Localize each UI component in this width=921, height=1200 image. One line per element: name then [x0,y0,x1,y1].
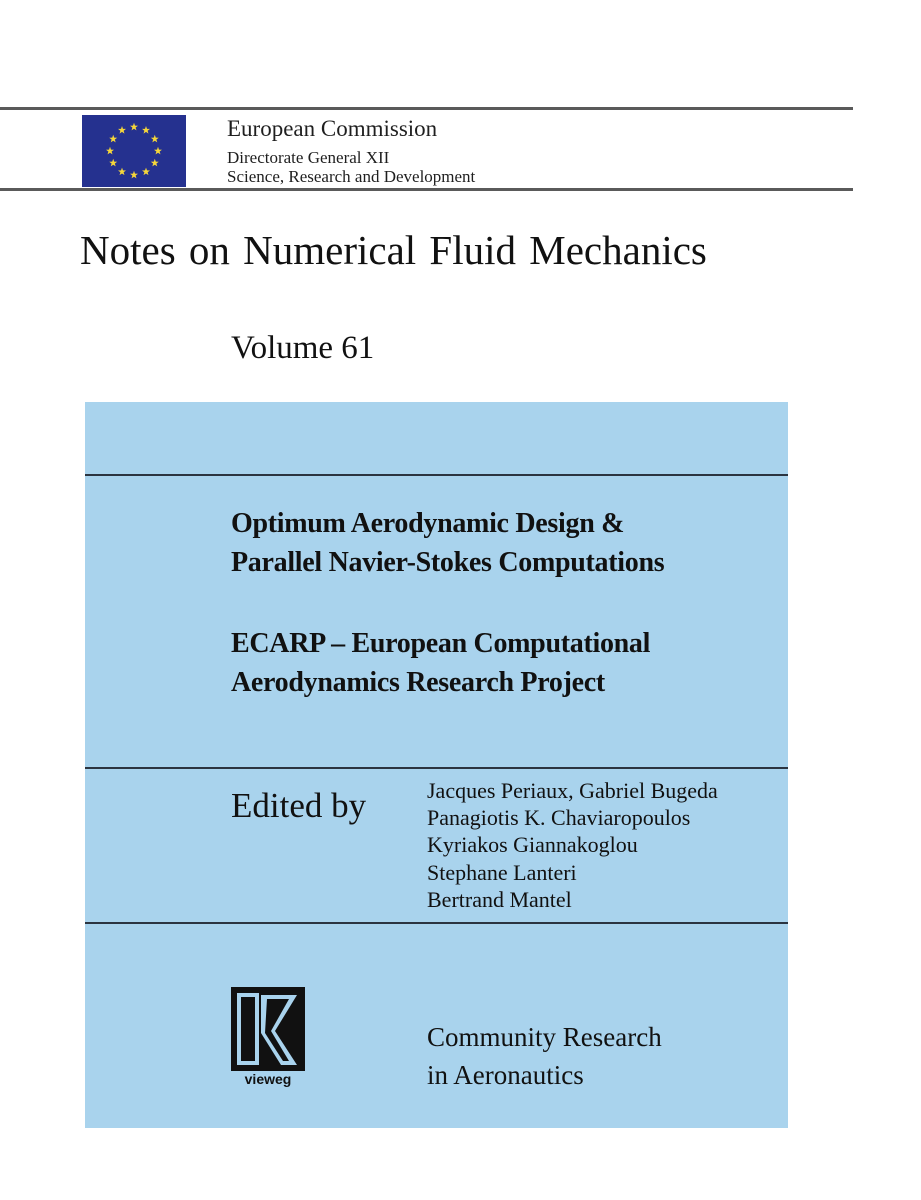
series-title: Notes on Numerical Fluid Mechanics [80,227,707,273]
book-subtitle-line: Aerodynamics Research Project [231,667,605,698]
flag-star-icon [154,147,162,155]
editor-name: Jacques Periaux, Gabriel Bugeda [427,778,718,803]
directorate-name: Directorate General XII [227,148,390,167]
edited-by-label: Edited by [231,786,367,825]
book-title-line: Parallel Navier-Stokes Computations [231,547,665,578]
editor-name: Bertrand Mantel [427,887,572,912]
flag-star-icon [142,126,150,134]
volume-number: Volume 61 [231,330,375,366]
flag-star-icon [109,135,117,143]
vieweg-logo-text: vieweg [244,1071,292,1087]
vieweg-logo-icon [231,987,307,1087]
cover-panel [85,402,788,1128]
flag-star-icon [151,159,159,167]
book-subtitle-line: ECARP – European Computational [231,628,651,659]
eu-flag-icon [82,115,186,187]
top-rule [0,107,853,110]
flag-star-icon [118,168,126,176]
panel-rule [85,922,788,924]
flag-star-icon [118,126,126,134]
flag-star-icon [130,123,138,131]
flag-star-icon [109,159,117,167]
header-rule [0,188,853,191]
collection-title-line: in Aeronautics [427,1060,584,1090]
flag-star-icon [142,168,150,176]
editor-name: Stephane Lanteri [427,860,577,885]
panel-rule [85,767,788,769]
book-title-line: Optimum Aerodynamic Design & [231,508,625,539]
editor-name: Panagiotis K. Chaviaropoulos [427,805,691,830]
collection-title-line: Community Research [427,1022,662,1052]
division-name: Science, Research and Development [227,167,476,186]
flag-star-icon [106,147,114,155]
editor-name: Kyriakos Giannakoglou [427,832,638,857]
flag-star-icon [130,171,138,179]
flag-star-icon [151,135,159,143]
organization-name: European Commission [227,116,438,141]
panel-rule [85,474,788,476]
